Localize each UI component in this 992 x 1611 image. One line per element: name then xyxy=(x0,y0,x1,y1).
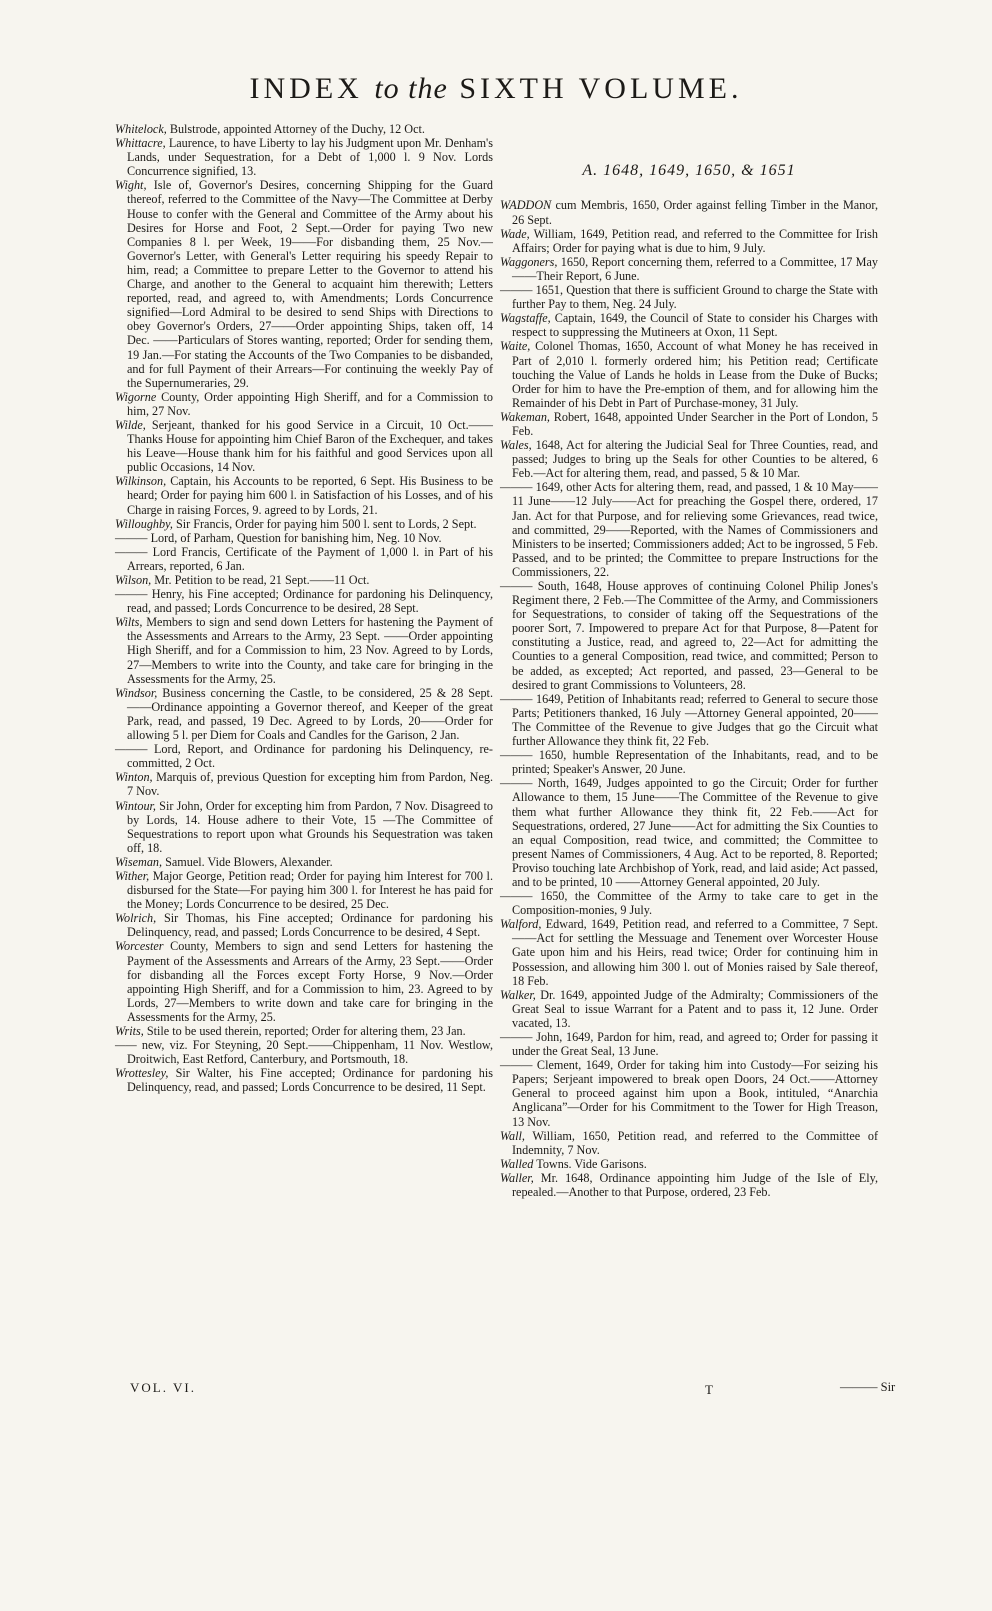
entry-heading: Whittacre, xyxy=(115,136,166,151)
entry-text: 1649, Petition of Inhabitants read; referred to General to secure those Parts; Petitioners thanked, 16 July —Attorney General appointed, 20——The Committee of the Revenue to give Judges that go the Circuit what further Allowance they think fit, 22 Feb. xyxy=(512,691,878,749)
entry-heading: Walled xyxy=(500,1156,534,1171)
entry-heading: Whitelock, xyxy=(115,122,167,136)
index-entry xyxy=(500,1058,878,1128)
index-entry xyxy=(500,1030,878,1058)
entry-heading: Wilde, xyxy=(115,417,146,432)
entry-heading: Wilkinson, xyxy=(115,474,167,489)
entry-text: 1649, other Acts for altering them, read, and passed, 1 & 10 May——11 June——12 July——Act for preaching the Gospel there, ordered, 17 Jan. Act for that Purpose, and for relieving some Grievances, read twice, and committed, 29——Reported, with the Names of Commissioners and Ministers to be inserted; Commissioners added; Act to be ingrossed, 5 Feb. Passed, and to be printed; the Committee to prepare Instructions for the Commissioners, 22. xyxy=(512,480,878,579)
entry-text: new, viz. For Steyning, 20 Sept.——Chippenham, 11 Nov. Westlow, Droitwich, East Retford, Canterbury, and Portsmouth, 18. xyxy=(127,1038,493,1067)
index-entry xyxy=(115,1038,493,1066)
entry-text: Business concerning the Castle, to be considered, 25 & 28 Sept.——Ordinance appointing a Governor thereof, and Keeper of the great Park, read, and passed, 19 Dec. Agreed to by Lords, 20——Order for allowing 5 l. per Diem for Coals and Candles for the Garison, 2 Jan. xyxy=(127,685,493,743)
entry-heading: Wakeman, xyxy=(500,409,550,424)
title-to-the: to the xyxy=(374,72,448,105)
index-entry xyxy=(115,178,493,389)
entry-text: William, 1650, Petition read, and referred to the Committee of Indemnity, 7 Nov. xyxy=(512,1128,878,1157)
entry-heading: Waggoners, xyxy=(500,254,558,269)
index-entry xyxy=(500,339,878,409)
entry-text: 1650, the Committee of the Army to take care to get in the Composition-monies, 9 July. xyxy=(512,889,878,918)
entry-heading: ——— xyxy=(500,1030,533,1044)
entry-heading: Winton, xyxy=(115,770,153,785)
entry-text: Lord, Report, and Ordinance for pardoning his Delinquency, re-committed, 2 Oct. xyxy=(127,742,493,771)
entry-text: North, 1649, Judges appointed to go the Circuit; Order for further Allowance to them, 15 June——The Committee of the Revenue to give them what further Allowance they think fit, 22 Feb.——Act for Sequestrations, ordered, 27 June——Act for admitting the Six Counties to an equal Composition, read twice, and committed; the Committee to present Names of Commissioners, 4 Aug. Act to be reported, 8. Reported; Proviso touching late Archbishop of York, read, and laid aside; Act passed, and to be printed, 10 ——Attorney General appointed, 20 July. xyxy=(512,776,878,889)
entry-heading: ——— xyxy=(115,530,148,545)
signature-mark: T xyxy=(705,1382,713,1397)
entry-text: Mr. 1648, Ordinance appointing him Judge of the Isle of Ely, repealed.—Another to that Purpose, ordered, 23 Feb. xyxy=(512,1170,878,1200)
index-entry xyxy=(500,1171,878,1199)
entry-text: Sir Walter, his Fine accepted; Ordinance for pardoning his Delinquency, read, and passed; Lords Concurrence to be desired, 11 Sept. xyxy=(127,1066,493,1095)
entry-heading: Wade, xyxy=(500,226,530,241)
index-entry xyxy=(115,390,493,418)
entry-heading: Walker, xyxy=(500,987,536,1002)
index-entry xyxy=(115,799,493,855)
index-entry xyxy=(115,686,493,742)
entry-text: Dr. 1649, appointed Judge of the Admiralty; Commissioners of the Great Seal to issue Warrant for a Patent and to pass it, 12 June. Order vacated, 13. xyxy=(512,987,878,1030)
volume-label: VOL. VI. xyxy=(130,1380,196,1395)
entry-text: Samuel. Vide Blowers, Alexander. xyxy=(162,854,333,869)
index-entry xyxy=(115,869,493,911)
entry-text: Sir Thomas, his Fine accepted; Ordinance for pardoning his Delinquency, read, and passed; Lords Concurrence to be desired, 4 Sept. xyxy=(127,911,493,940)
entry-heading: Writs, xyxy=(115,1024,144,1038)
right-column xyxy=(500,162,878,1199)
entry-heading: ——— xyxy=(500,480,533,495)
entry-text: 1650, humble Representation of the Inhabitants, read, and to be printed; Speaker's Answer, 20 June. xyxy=(512,748,878,777)
index-entry xyxy=(115,742,493,770)
entry-text: Sir John, Order for excepting him from Pardon, 7 Nov. Disagreed to by Lords, 14. House adhere to their Vote, 15 —The Committee of Sequestrations to report upon what Grounds his Sequestration was taken off, 18. xyxy=(127,798,493,855)
index-entry xyxy=(500,311,878,339)
entry-text: Captain, his Accounts to be reported, 6 Sept. His Business to be heard; Order for paying him 600 l. in Satisfaction of his Losses, and of his Charge in raising Forces, 9. agreed to by Lords, 21. xyxy=(127,474,493,517)
section-heading: A. 1648, 1649, 1650, & 1651 xyxy=(582,162,796,179)
catchword: ——— Sir xyxy=(840,1380,896,1394)
entry-heading: Wrottesley, xyxy=(115,1066,169,1081)
entry-heading: WADDON xyxy=(500,198,552,213)
entry-heading: ——— xyxy=(500,579,533,593)
title-rest: SIXTH VOLUME. xyxy=(459,72,743,105)
entry-heading: Wolrich, xyxy=(115,911,157,926)
entry-text: Henry, his Fine accepted; Ordinance for pardoning his Delinquency, read, and passed; Lords Concurrence to be desired, 28 Sept. xyxy=(127,587,493,616)
entry-text: Colonel Thomas, 1650, Account of what Money he has received in Part of 2,010 l. formerly ordered him; his Petition read; Certificate touching the Value of Lands he holds in Lease from the Duke of Bucks; Order for him to have the Pre-emption of them, and for allowing him the Remainder of his Debt in Part of Purchase-money, 31 July. xyxy=(512,339,878,410)
index-entry xyxy=(500,748,878,776)
index-entry xyxy=(115,136,493,178)
entry-heading: ——— xyxy=(115,587,148,602)
title-main: INDEX xyxy=(249,72,363,105)
entry-text: Major George, Petition read; Order for paying him Interest for 700 l. disbursed for the State—For paying him 300 l. for Interest he has paid for the Money; Lords Concurrence to be desired, 25 Dec. xyxy=(127,868,493,912)
index-entry xyxy=(115,1024,493,1038)
entry-text: 1651, Question that there is sufficient Ground to charge the State with further Pay to them, Neg. 24 July. xyxy=(512,283,878,312)
index-entry xyxy=(115,517,493,531)
index-entry xyxy=(500,283,878,311)
index-entry xyxy=(500,438,878,480)
entry-text: Mr. Petition to be read, 21 Sept.——11 Oct. xyxy=(151,573,370,587)
entry-heading: Wall, xyxy=(500,1128,525,1143)
index-entry xyxy=(115,531,493,545)
index-entry xyxy=(500,889,878,917)
entry-heading: Wither, xyxy=(115,868,150,883)
entry-heading: Wintour, xyxy=(115,798,156,813)
index-entry xyxy=(500,579,878,692)
entry-heading: ——— xyxy=(500,283,533,298)
left-column xyxy=(115,122,493,1094)
entry-heading: Waller, xyxy=(500,1170,534,1185)
entry-text: Marquis of, previous Question for excepting him from Pardon, Neg. 7 Nov. xyxy=(127,770,493,799)
entry-text: cum Membris, 1650, Order against felling Timber in the Manor, 26 Sept. xyxy=(512,198,878,227)
index-entry xyxy=(115,615,493,685)
entry-heading: Wight, xyxy=(115,178,147,193)
entry-heading: Wilson, xyxy=(115,573,152,587)
index-entry xyxy=(500,255,878,283)
entry-text: County, Members to sign and send Letters for hastening the Payment of the Assessments and Arrears of the Army, 23 Sept.——Order for disbanding all the Forces except Forty Horse, 9 Nov.—Order appointing High Sheriff, and for a Commission to him, 23. Agreed to by Lords, 27—Members to write down and take care for bringing in the Assessments for the Army, 25. xyxy=(127,939,493,1024)
entry-heading: ——— xyxy=(500,1058,533,1073)
entry-text: Robert, 1648, appointed Under Searcher in the Port of London, 5 Feb. xyxy=(512,409,878,438)
index-entry xyxy=(115,474,493,516)
entry-heading: Worcester xyxy=(115,939,164,954)
entry-text: Lord, of Parham, Question for banishing him, Neg. 10 Nov. xyxy=(147,530,442,545)
entry-text: Isle of, Governor's Desires, concerning Shipping for the Guard thereof, referred to the Committee of the Navy—The Committee at Derby House to confer with the General and Committee of the Army about his Desires for Horse and Foot, 2 Sept.—Order for paying Two new Companies 8 l. per Week, 19——For disbanding them, 25 Nov.—Governor's Letter, with General's Letter requiring his speedy Repair to him, read; a Committee to prepare Letter to the Governor to attend his Charge, and another to the General to acquaint him therewith; Letters reported, read, and agreed to, with Amendments; Lords Concurrence signified—Lord Admiral to be desired to send Ships with Directions to obey Governor's Orders, 27——Order appointing Ships, taken off, 14 Dec. ——Particulars of Stores wanting, reported; Order for sending them, 19 Jan.—For stating the Accounts of the Two Companies to be disbanded, and for full Payment of their Arrears—For continuing the weekly Pay of the Supernumeraries, 29. xyxy=(127,178,493,390)
entry-text: William, 1649, Petition read, and referred to the Committee for Irish Affairs; Order for paying what is due to him, 9 July. xyxy=(512,226,878,255)
entry-text: John, 1649, Pardon for him, read, and agreed to; Order for passing it under the Great Seal, 13 June. xyxy=(512,1030,878,1059)
entry-text: Towns. Vide Garisons. xyxy=(533,1156,647,1171)
entry-heading: Walford, xyxy=(500,917,542,932)
entry-text: Edward, 1649, Petition read, and referred to a Committee, 7 Sept.——Act for settling the Messuage and Tenement over Worcester House Gate upon him and his Heirs, read twice; Order for continuing him in Possession, and allowing him 300 l. out of Monies raised by Sale thereof, 18 Feb. xyxy=(512,917,878,988)
index-entry xyxy=(500,776,878,889)
index-entry xyxy=(115,573,493,587)
index-entry xyxy=(115,122,493,136)
index-entry xyxy=(500,227,878,255)
entry-heading: Wales, xyxy=(500,438,532,453)
entry-text: Clement, 1649, Order for taking him into Custody—For seizing his Papers; Serjeant impowered to break open Doors, 24 Oct.——Attorney General to proceed against him upon a Book, intituled, “Anarchia Anglicana”—Order for his Commitment to the Tower for High Treason, 13 Nov. xyxy=(512,1058,878,1129)
page-title xyxy=(0,72,992,106)
index-entry xyxy=(115,418,493,474)
entry-text: South, 1648, House approves of continuing Colonel Philip Jones's Regiment there, 2 Feb.—The Committee of the Army, and Commissioners for Sequestrations, to consider of taking off the Sequestrations of the poorer Sort, 7. Impowered to prepare Act for that Purpose, 8—Patent for constituting a Justice, read, and agreed to, 22—Act for admitting the Counties to a general Composition, read twice, and committed; Person to be added, as excepted; Act reported, and passed, 23—General to be desired to grant Commissions to Volunteers, 28. xyxy=(512,579,878,692)
entry-text: Serjeant, thanked for his good Service in a Circuit, 10 Oct.——Thanks House for appointing him Chief Baron of the Exchequer, and takes his Leave—House thank him for his faithful and good Services upon all public Occasions, 14 Nov. xyxy=(127,417,493,475)
index-entry xyxy=(115,770,493,798)
index-entry xyxy=(500,480,878,579)
entry-text: Sir Francis, Order for paying him 500 l. sent to Lords, 2 Sept. xyxy=(172,516,477,531)
entry-text: 1648, Act for altering the Judicial Seal for Three Counties, read, and passed; Judges to bring up the Seals for other Counties to be altered, 6 Feb.—Act for altering them, read, and passed, 5 & 10 Mar. xyxy=(512,438,878,481)
entry-heading: ——— xyxy=(115,742,148,757)
entry-heading: Willoughby, xyxy=(115,516,173,531)
entry-heading: ——— xyxy=(500,748,533,763)
right-entries xyxy=(500,198,878,1199)
entry-heading: Wigorne xyxy=(115,389,157,404)
index-entry xyxy=(115,587,493,615)
index-entry xyxy=(500,1157,878,1171)
index-entry xyxy=(115,911,493,939)
index-entry xyxy=(500,198,878,226)
entry-text: Laurence, to have Liberty to lay his Judgment upon Mr. Denham's Lands, under Sequestration, for a Debt of 1,000 l. 9 Nov. Lords Concurrence signified, 13. xyxy=(127,136,493,179)
index-entry xyxy=(500,988,878,1030)
entry-text: Bulstrode, appointed Attorney of the Duchy, 12 Oct. xyxy=(166,122,425,136)
index-entry xyxy=(115,939,493,1024)
entry-heading: Waite, xyxy=(500,339,531,354)
index-entry xyxy=(115,1066,493,1094)
entry-text: Stile to be used therein, reported; Order for altering them, 23 Jan. xyxy=(143,1024,466,1038)
index-entry xyxy=(500,917,878,987)
index-entry xyxy=(115,855,493,869)
entry-heading: Windsor, xyxy=(115,685,158,700)
entry-text: Members to sign and send down Letters for hastening the Payment of the Assessments and Arrears to the Army, 23 Sept. ——Order appointing High Sheriff, and for a Commission to him, 23 Nov. Agreed to by Lords, 27—Members to write into the County, and take care for bringing in the Assessments for the Army, 25. xyxy=(127,615,493,686)
entry-text: Captain, 1649, the Council of State to consider his Charges with respect to suppressing the Mutineers at Oxon, 11 Sept. xyxy=(512,311,878,340)
index-entry xyxy=(500,410,878,438)
entry-heading: Wagstaffe, xyxy=(500,311,551,326)
entry-heading: ——— xyxy=(115,544,148,559)
index-entry xyxy=(500,1129,878,1157)
entry-heading: Wiseman, xyxy=(115,854,163,869)
entry-heading: Wilts, xyxy=(115,615,143,630)
index-entry xyxy=(500,692,878,748)
entry-heading: ——— xyxy=(500,776,533,791)
entry-heading: ——— xyxy=(500,889,533,904)
entry-heading: ——— xyxy=(500,691,533,706)
entry-text: 1650, Report concerning them, referred to a Committee, 17 May——Their Report, 6 June. xyxy=(512,254,878,283)
entry-text: Lord Francis, Certificate of the Payment of 1,000 l. in Part of his Arrears, reported, 6 Jan. xyxy=(127,544,493,573)
index-entry xyxy=(115,545,493,573)
entry-text: County, Order appointing High Sheriff, and for a Commission to him, 27 Nov. xyxy=(127,389,493,418)
entry-heading: —— xyxy=(115,1038,137,1053)
